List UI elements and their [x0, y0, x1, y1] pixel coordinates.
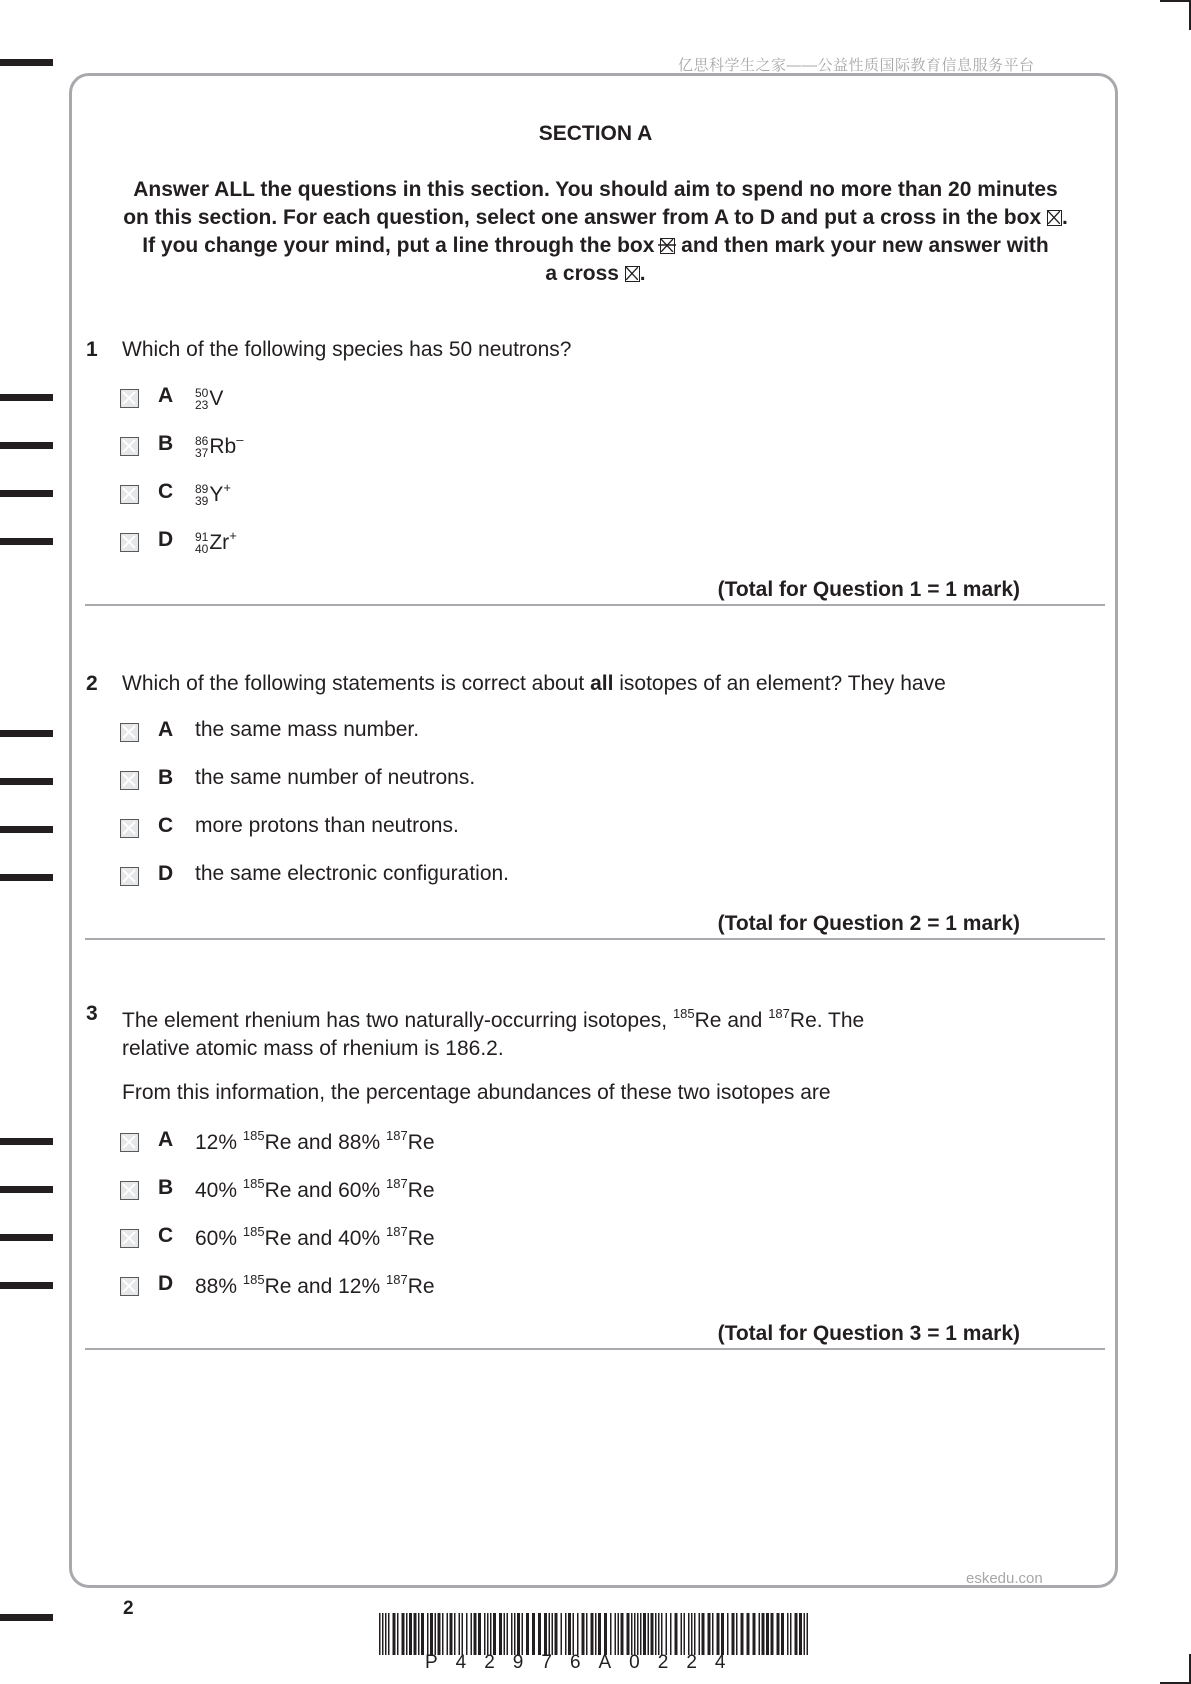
barcode-bar [753, 1613, 756, 1655]
answer-checkbox[interactable] [120, 1181, 139, 1200]
barcode-bar [487, 1613, 489, 1655]
barcode [379, 1613, 809, 1655]
barcode-bar [771, 1613, 774, 1655]
barcode-bar [643, 1613, 646, 1655]
answer-checkbox[interactable] [120, 867, 139, 886]
barcode-bar [561, 1613, 563, 1655]
barcode-bar [658, 1613, 660, 1655]
barcode-bar [490, 1613, 492, 1655]
barcode-bar [526, 1613, 529, 1655]
barcode-bar [454, 1613, 456, 1655]
option-letter: B [158, 1176, 174, 1199]
barcode-bar [627, 1613, 630, 1655]
barcode-bar [409, 1613, 412, 1655]
barcode-bar [604, 1613, 607, 1655]
barcode-bar [688, 1613, 690, 1655]
margin-mark [0, 1234, 53, 1241]
barcode-bar [459, 1613, 461, 1655]
option-letter: B [158, 432, 174, 455]
margin-mark [0, 490, 53, 497]
option-text: more protons than neutrons. [195, 814, 459, 837]
barcode-bar [447, 1613, 449, 1655]
barcode-bar [804, 1613, 806, 1655]
barcode-bar [621, 1613, 624, 1655]
margin-mark [0, 1282, 53, 1289]
option-text: the same mass number. [195, 718, 420, 741]
question-2-number: 2 [86, 672, 98, 695]
answer-checkbox[interactable] [120, 1133, 139, 1152]
barcode-bar [582, 1613, 585, 1655]
margin-mark [0, 538, 53, 545]
crossed-box-icon [1047, 210, 1062, 226]
option-text: 88% $^{185}$Re and 12% $^{187}$Re [195, 1272, 435, 1298]
divider [85, 1348, 1105, 1350]
question-3-number: 3 [86, 1002, 98, 1025]
barcode-bar [499, 1613, 502, 1655]
option-letter: A [158, 384, 174, 407]
margin-mark [0, 778, 53, 785]
barcode-bar [777, 1613, 780, 1655]
barcode-bar [651, 1613, 654, 1655]
barcode-bar [631, 1613, 633, 1655]
section-title: SECTION A [538, 122, 653, 145]
option-nuclide: 50 23 V [195, 386, 224, 413]
barcode-bar [522, 1613, 524, 1655]
question-1-total: (Total for Question 1 = 1 mark) [717, 578, 1020, 601]
barcode-bar [648, 1613, 650, 1655]
question-3-text: The element rhenium has two naturally-occurring isotopes, $^{185}$Re and $^{187}$Re. The relative atomic mass of rhenium is 186.2. [122, 1006, 865, 1060]
barcode-bar [637, 1613, 639, 1655]
barcode-bar [466, 1613, 468, 1655]
option-text: 60% $^{185}$Re and 40% $^{187}$Re [195, 1224, 435, 1250]
question-2-text: Which of the following statements is correct about all isotopes of an element? They have [122, 672, 946, 695]
question-3-total: (Total for Question 3 = 1 mark) [717, 1322, 1020, 1345]
barcode-bar [670, 1613, 672, 1655]
barcode-bar [402, 1613, 405, 1655]
barcode-bar [666, 1613, 668, 1655]
barcode-bar [555, 1613, 558, 1655]
question-1-text: Which of the following species has 50 neutrons? [122, 338, 572, 361]
barcode-text: P42976A0224 [425, 1652, 744, 1673]
barcode-bar [504, 1613, 506, 1655]
barcode-bar [694, 1613, 696, 1655]
barcode-bar [759, 1613, 761, 1655]
margin-mark [0, 1186, 53, 1193]
instructions-line-2: on this section. For each question, select one answer from A to D and put a cross in the box [123, 206, 1042, 229]
barcode-bar [514, 1613, 516, 1655]
margin-mark [0, 874, 53, 881]
answer-checkbox[interactable] [120, 1229, 139, 1248]
option-text: 12% $^{185}$Re and 88% $^{187}$Re [195, 1128, 435, 1154]
barcode-bar [736, 1613, 738, 1655]
barcode-bar [595, 1613, 597, 1655]
barcode-bar [766, 1613, 769, 1655]
question-1-number: 1 [86, 338, 98, 361]
answer-checkbox[interactable] [120, 389, 139, 408]
barcode-bar [702, 1613, 705, 1655]
instructions-line-1: Answer ALL the questions in this section. You should aim to spend no more than 20 minutes [133, 178, 1058, 201]
crop-mark-top-right [1160, 0, 1191, 2]
option-letter: D [158, 1272, 174, 1295]
barcode-bar [681, 1613, 683, 1655]
barcode-bar [565, 1613, 567, 1655]
struck-crossed-box-icon [660, 238, 675, 254]
barcode-bar [478, 1613, 481, 1655]
instructions-line-4: a cross [545, 262, 619, 285]
barcode-bar [493, 1613, 496, 1655]
barcode-bar [511, 1613, 513, 1655]
barcode-bar [615, 1613, 617, 1655]
answer-checkbox[interactable] [120, 771, 139, 790]
answer-checkbox[interactable] [120, 485, 139, 504]
barcode-bar [442, 1613, 444, 1655]
barcode-bar [655, 1613, 657, 1655]
answer-checkbox[interactable] [120, 1277, 139, 1296]
instructions-line-3a: If you change your mind, put a line through the box [142, 234, 655, 257]
barcode-bar [552, 1613, 554, 1655]
option-text: 40% $^{185}$Re and 60% $^{187}$Re [195, 1176, 435, 1202]
barcode-bar [727, 1613, 729, 1655]
option-letter: C [158, 480, 174, 503]
option-nuclide: 89 39 Y+ [195, 480, 231, 509]
barcode-bar [549, 1613, 551, 1655]
barcode-bar [427, 1613, 429, 1655]
barcode-bar [462, 1613, 464, 1655]
barcode-bar [799, 1613, 802, 1655]
crossed-box-icon [625, 266, 640, 282]
barcode-bar [807, 1613, 809, 1655]
divider [85, 604, 1105, 606]
margin-mark [0, 1614, 53, 1621]
barcode-bar [741, 1613, 744, 1655]
barcode-bar [708, 1613, 711, 1655]
barcode-bar [474, 1613, 477, 1655]
barcode-bar [712, 1613, 714, 1655]
option-nuclide: 86 37 Rb– [195, 432, 244, 461]
barcode-bar [610, 1613, 612, 1655]
answer-checkbox[interactable] [120, 533, 139, 552]
divider [85, 938, 1105, 940]
answer-checkbox[interactable] [120, 819, 139, 838]
barcode-bar [418, 1613, 420, 1655]
barcode-bar [430, 1613, 433, 1655]
option-letter: A [158, 718, 174, 741]
margin-mark [0, 826, 53, 833]
barcode-bar [438, 1613, 441, 1655]
barcode-bar [573, 1613, 575, 1655]
barcode-bar [421, 1613, 424, 1655]
barcode-bar [691, 1613, 693, 1655]
barcode-bar [781, 1613, 784, 1655]
barcode-bar [732, 1613, 735, 1655]
barcode-bar [385, 1613, 387, 1655]
barcode-bar [532, 1613, 535, 1655]
barcode-bar [544, 1613, 547, 1655]
barcode-bar [675, 1613, 678, 1655]
margin-mark [0, 59, 53, 66]
barcode-bar [435, 1613, 437, 1655]
option-letter: C [158, 814, 174, 837]
barcode-bar [406, 1613, 408, 1655]
watermark-bottom: eskedu.con [966, 1570, 1043, 1587]
margin-mark [0, 394, 53, 401]
barcode-bar [379, 1613, 381, 1655]
barcode-bar [517, 1613, 520, 1655]
option-text: the same electronic configuration. [195, 862, 510, 885]
barcode-bar [414, 1613, 417, 1655]
barcode-bar [568, 1613, 571, 1655]
margin-mark [0, 1138, 53, 1145]
barcode-bar [684, 1613, 686, 1655]
barcode-bar [577, 1613, 579, 1655]
barcode-bar [393, 1613, 396, 1655]
barcode-bar [787, 1613, 789, 1655]
question-2-total: (Total for Question 2 = 1 mark) [717, 912, 1020, 935]
answer-checkbox[interactable] [120, 723, 139, 742]
barcode-bar [507, 1613, 509, 1655]
answer-checkbox[interactable] [120, 437, 139, 456]
question-3-prompt: From this information, the percentage abundances of these two isotopes are [122, 1081, 831, 1104]
watermark-top: 亿思科学生之家——公益性质国际教育信息服务平台 [678, 57, 1035, 74]
option-letter: C [158, 1224, 174, 1247]
option-letter: D [158, 862, 174, 885]
barcode-bar [721, 1613, 724, 1655]
option-letter: B [158, 766, 174, 789]
barcode-bar [762, 1613, 765, 1655]
option-nuclide: 91 40 Zr+ [195, 528, 237, 557]
option-letter: A [158, 1128, 174, 1151]
barcode-bar [717, 1613, 720, 1655]
barcode-bar [484, 1613, 486, 1655]
barcode-bar [598, 1613, 601, 1655]
barcode-bar [747, 1613, 750, 1655]
barcode-bar [382, 1613, 384, 1655]
option-letter: D [158, 528, 174, 551]
instructions-line-3b: and then mark your new answer with [681, 234, 1049, 257]
barcode-bar [661, 1613, 663, 1655]
barcode-bar [790, 1613, 792, 1655]
section-instructions: Answer ALL the questions in this section. You should aim to spend no more than 20 minutes on this section. For each question, select one answer from A to D and put a cross in the box . If you change your mind, put a line through the box and then mark your new answer with a cross . [123, 178, 1068, 285]
barcode-bar [795, 1613, 798, 1655]
barcode-bar [388, 1613, 390, 1655]
margin-mark [0, 730, 53, 737]
option-text: the same number of neutrons. [195, 766, 476, 789]
margin-mark [0, 442, 53, 449]
barcode-bar [586, 1613, 588, 1655]
barcode-bar [591, 1613, 594, 1655]
barcode-bar [538, 1613, 541, 1655]
barcode-bar [397, 1613, 399, 1655]
barcode-bar [640, 1613, 642, 1655]
barcode-bar [618, 1613, 620, 1655]
barcode-bar [634, 1613, 636, 1655]
page-number: 2 [123, 1598, 134, 1619]
barcode-bar [699, 1613, 701, 1655]
barcode-bar [471, 1613, 473, 1655]
barcode-bar [450, 1613, 453, 1655]
